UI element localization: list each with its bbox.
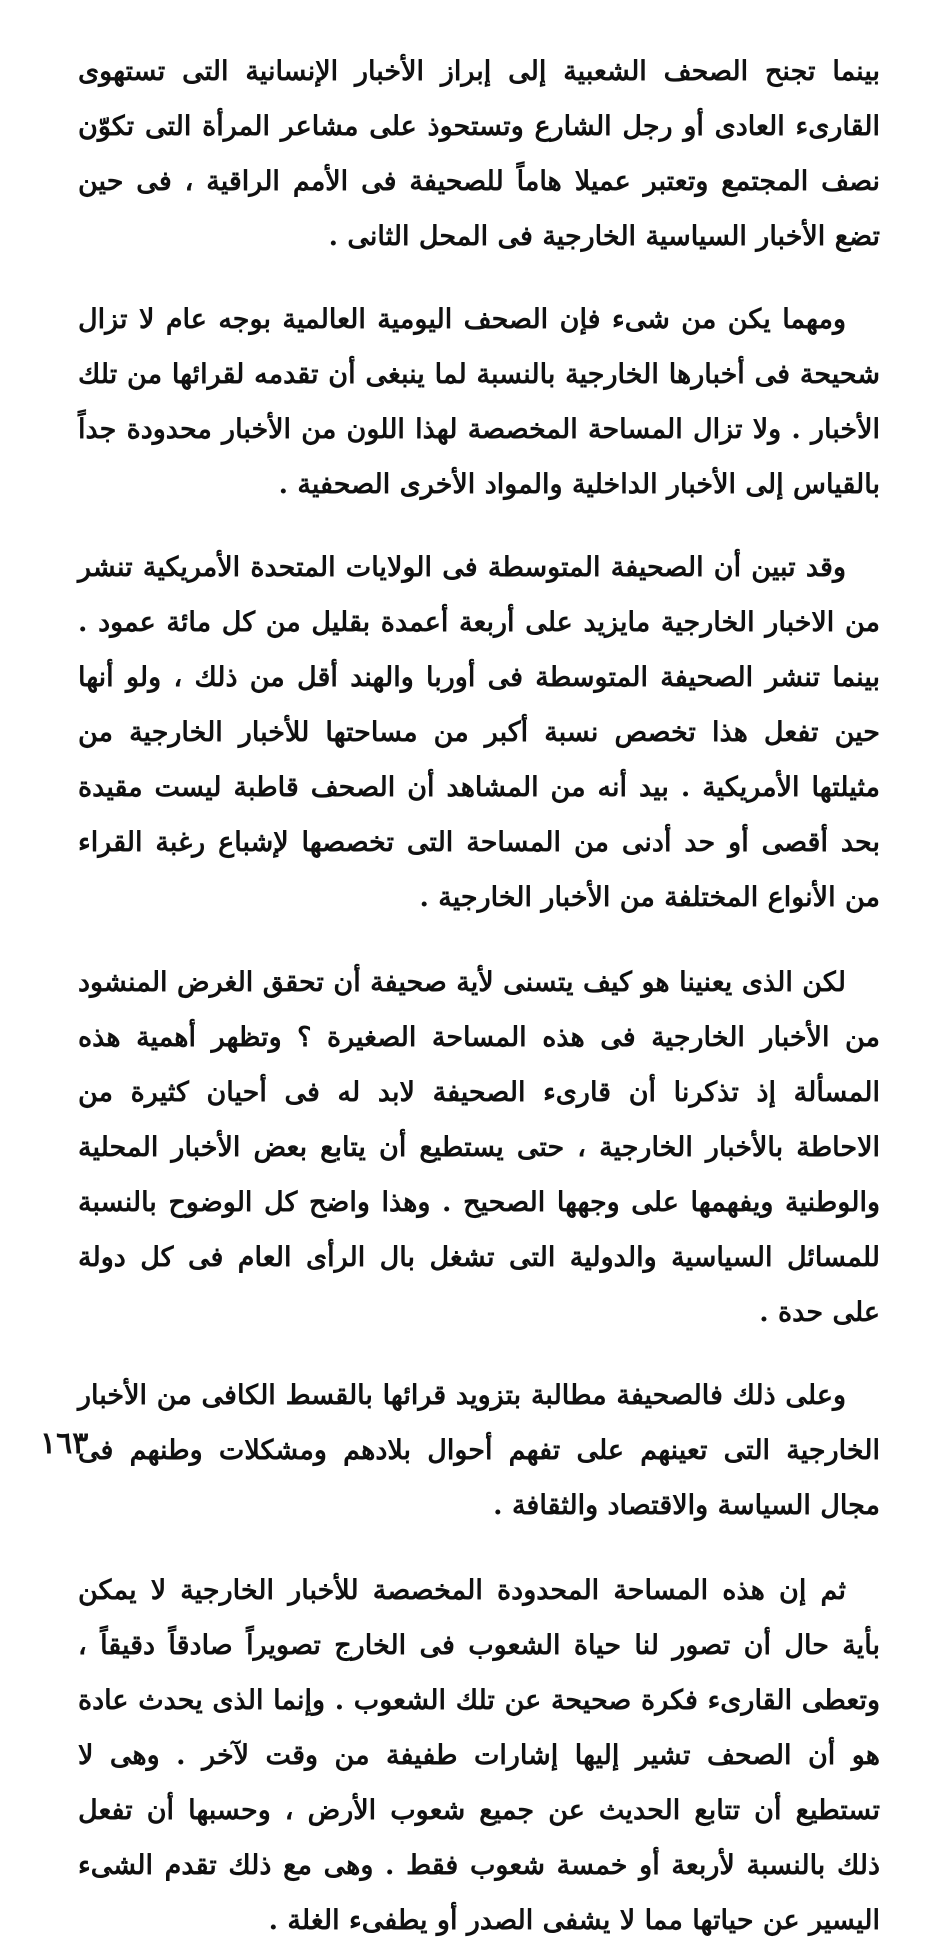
paragraph-2: ومهما يكن من شىء فإن الصحف اليومية العالمية بوجه عام لا تزال شحيحة فى أخبارها الخارجية بالنسبة لما ينبغى أن تقدمه لقرائها من تلك الأخبار . ولا تزال المساحة المخصصة لهذا اللون من الأخبار محدودة جداً بالقياس إلى الأخبار الداخلية والمواد الأخرى الصحفية . — [78, 304, 880, 500]
body-text — [78, 44, 880, 1948]
paragraph-5: وعلى ذلك فالصحيفة مطالبة بتزويد قرائها بالقسط الكافى من الأخبار الخارجية التى تعينهم على تفهم أحوال بلادهم ومشكلات وطنهم فى مجال السياسة والاقتصاد والثقافة . — [78, 1380, 880, 1521]
paragraph-6: ثم إن هذه المساحة المحدودة المخصصة للأخبار الخارجية لا يمكن بأية حال أن تصور لنا حياة الشعوب فى الخارج تصويراً صادقاً دقيقاً ، وتعطى القارىء فكرة صحيحة عن تلك الشعوب . وإنما الذى يحدث عادة هو أن الصحف تشير إليها إشارات طفيفة من وقت لآخر . وهى لا تستطيع أن تتابع الحديث عن جميع شعوب الأرض ، وحسبها أن تفعل ذلك بالنسبة لأربعة أو خمسة شعوب فقط . وهى مع ذلك تقدم الشىء اليسير عن حياتها مما لا يشفى الصدر أو يطفىء الغلة . — [78, 1575, 880, 1936]
paragraph-1: بينما تجنح الصحف الشعبية إلى إبراز الأخبار الإنسانية التى تستهوى القارىء العادى أو رجل الشارع وتستحوذ على مشاعر المرأة التى تكوّن نصف المجتمع وتعتبر عميلا هاماً للصحيفة فى الأمم الراقية ، فى حين تضع الأخبار السياسية الخارجية فى المحل الثانى . — [78, 56, 880, 252]
paragraph-3: وقد تبين أن الصحيفة المتوسطة فى الولايات المتحدة الأمريكية تنشر من الاخبار الخارجية مايزيد على أربعة أعمدة بقليل من كل مائة عمود . بينما تنشر الصحيفة المتوسطة فى أوربا والهند أقل من ذلك ، ولو أنها حين تفعل هذا تخصص نسبة أكبر من مساحتها للأخبار الخارجية من مثيلتها الأمريكية . بيد أنه من المشاهد أن الصحف قاطبة ليست مقيدة بحد أقصى أو حد أدنى من المساحة التى تخصصها لإشباع رغبة القراء من الأنواع المختلفة من الأخبار الخارجية . — [78, 552, 880, 913]
paragraph-4: لكن الذى يعنينا هو كيف يتسنى لأية صحيفة أن تحقق الغرض المنشود من الأخبار الخارجية فى هذه المساحة الصغيرة ؟ وتظهر أهمية هذه المسألة إذ تذكرنا أن قارىء الصحيفة لابد له فى أحيان كثيرة من الاحاطة بالأخبار الخارجية ، حتى يستطيع أن يتابع بعض الأخبار المحلية والوطنية ويفهمها على وجهها الصحيح . وهذا واضح كل الوضوح بالنسبة للمسائل السياسية والدولية التى تشغل بال الرأى العام فى كل دولة على حدة . — [78, 967, 880, 1328]
page-number: ١٦٣ — [40, 1426, 89, 1461]
